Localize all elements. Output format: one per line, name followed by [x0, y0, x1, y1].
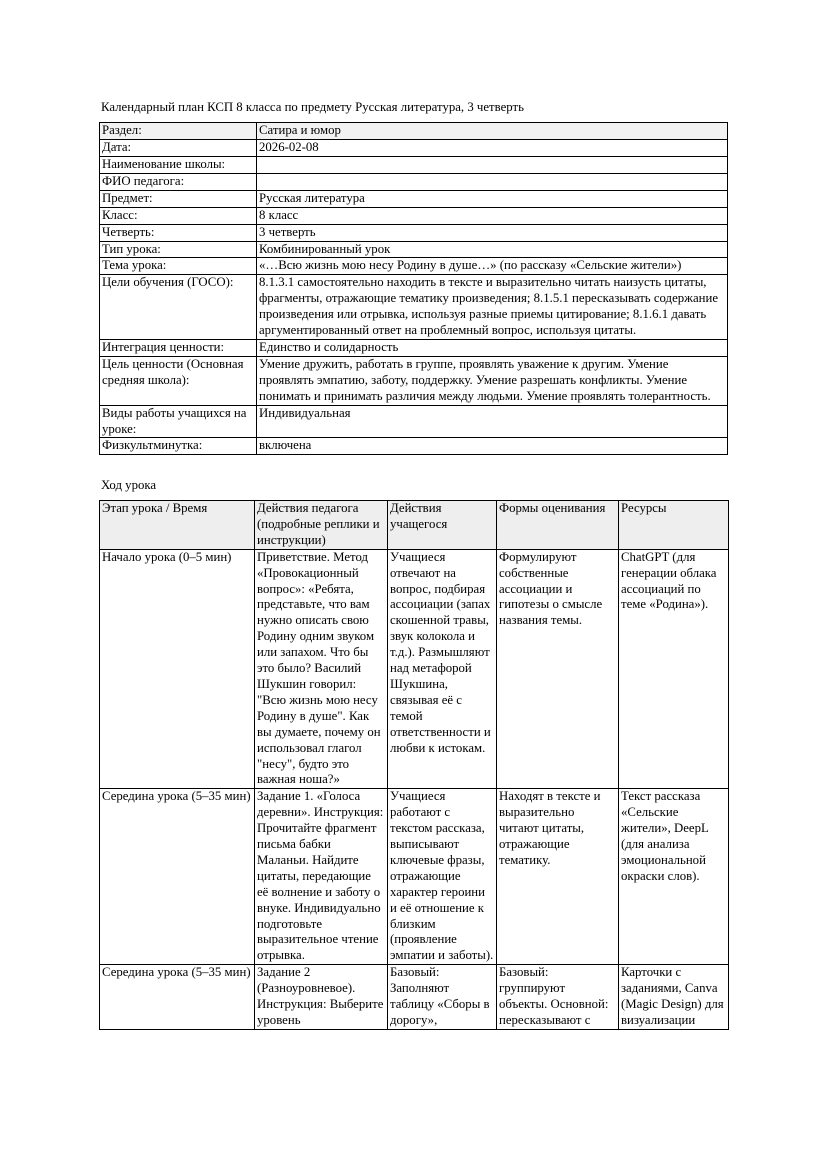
table-cell: ChatGPT (для генерации облака ассоциаций по теме «Родина»). [619, 549, 729, 789]
info-row [100, 156, 728, 173]
lesson-info-table [99, 122, 728, 455]
info-key: Цели обучения (ГОСО): [100, 275, 257, 340]
table-cell: Текст рассказа «Сельские жители», DeepL (для анализа эмоциональной окраски слов). [619, 789, 729, 965]
info-key: Четверть: [100, 224, 257, 241]
table-cell: Формулируют собственные ассоциации и гипотезы о смысле названия темы. [497, 549, 619, 789]
info-row [100, 438, 728, 455]
info-row [100, 190, 728, 207]
info-value: Единство и солидарность [257, 339, 728, 356]
info-row [100, 405, 728, 438]
lesson-flow-table [99, 500, 729, 1030]
info-value: 2026-02-08 [257, 139, 728, 156]
table-cell: Карточки с заданиями, Canva (Magic Design) для визуализации [619, 965, 729, 1030]
info-value: Сатира и юмор [257, 123, 728, 140]
table-cell: Базовый: группируют объекты. Основной: пересказывают с [497, 965, 619, 1030]
table-row [100, 549, 729, 789]
info-key: Наименование школы: [100, 156, 257, 173]
page-title: Календарный план КСП 8 класса по предмету Русская литература, 3 четверть [101, 100, 524, 114]
info-value: 8 класс [257, 207, 728, 224]
table-row [100, 965, 729, 1030]
info-value [257, 156, 728, 173]
info-row [100, 356, 728, 405]
table-row [100, 789, 729, 965]
info-row [100, 139, 728, 156]
section-title: Ход урока [101, 478, 157, 492]
table-cell: Середина урока (5–35 мин) [100, 965, 255, 1030]
column-header: Действия педагога (подробные реплики и инструкции) [255, 501, 388, 550]
column-header: Ресурсы [619, 501, 729, 550]
info-key: Раздел: [100, 123, 257, 140]
info-key: Цель ценности (Основная средняя школа): [100, 356, 257, 405]
info-key: Предмет: [100, 190, 257, 207]
info-row [100, 123, 728, 140]
info-value: Русская литература [257, 190, 728, 207]
info-value: 8.1.3.1 самостоятельно находить в тексте и выразительно читать наизусть цитаты, фрагменты, отражающие тематику произведения; 8.1.5.1 пересказывать содержание произведения или отрывка, используя разные приемы цитирование; 8.1.6.1 давать аргументированный ответ на проблемный вопрос, используя цитаты. [257, 275, 728, 340]
table-cell: Задание 2 (Разноуровневое). Инструкция: Выберите уровень [255, 965, 388, 1030]
column-header: Этап урока / Время [100, 501, 255, 550]
info-key: Виды работы учащихся на уроке: [100, 405, 257, 438]
column-header: Действия учащегося [388, 501, 497, 550]
table-cell: Приветствие. Метод «Провокационный вопрос»: «Ребята, представьте, что вам нужно описать свою Родину одним звуком или запахом. Что бы это было? Василий Шукшин говорил: "Всю жизнь мою несу Родину в душе". Как вы думаете, почему он использовал глагол "несу", будто это важная ноша?» [255, 549, 388, 789]
table-cell: Базовый: Заполняют таблицу «Сборы в дорогу», [388, 965, 497, 1030]
info-row [100, 224, 728, 241]
info-value: 3 четверть [257, 224, 728, 241]
info-key: Дата: [100, 139, 257, 156]
table-cell: Учащиеся отвечают на вопрос, подбирая ассоциации (запах скошенной травы, звук колокола и т.д.). Размышляют над метафорой Шукшина, связывая её с темой ответственности и любви к истокам. [388, 549, 497, 789]
info-row [100, 241, 728, 258]
info-row [100, 207, 728, 224]
info-key: Физкультминутка: [100, 438, 257, 455]
info-value: включена [257, 438, 728, 455]
info-value: «…Всю жизнь мою несу Родину в душе…» (по рассказу «Сельские жители») [257, 258, 728, 275]
info-key: Интеграция ценности: [100, 339, 257, 356]
info-row [100, 275, 728, 340]
info-value: Индивидуальная [257, 405, 728, 438]
info-row [100, 173, 728, 190]
table-cell: Находят в тексте и выразительно читают цитаты, отражающие тематику. [497, 789, 619, 965]
info-value [257, 173, 728, 190]
info-key: ФИО педагога: [100, 173, 257, 190]
column-header: Формы оценивания [497, 501, 619, 550]
table-cell: Середина урока (5–35 мин) [100, 789, 255, 965]
table-cell: Задание 1. «Голоса деревни». Инструкция: Прочитайте фрагмент письма бабки Маланьи. Найдите цитаты, передающие её волнение и заботу о внуке. Индивидуально подготовьте выразительное чтение отрывка. [255, 789, 388, 965]
info-key: Тип урока: [100, 241, 257, 258]
info-key: Тема урока: [100, 258, 257, 275]
info-row [100, 339, 728, 356]
table-cell: Учащиеся работают с текстом рассказа, выписывают ключевые фразы, отражающие характер героини и её отношение к близким (проявление эмпатии и заботы). [388, 789, 497, 965]
info-key: Класс: [100, 207, 257, 224]
info-value: Комбинированный урок [257, 241, 728, 258]
table-cell: Начало урока (0–5 мин) [100, 549, 255, 789]
info-value: Умение дружить, работать в группе, проявлять уважение к другим. Умение проявлять эмпатию, заботу, поддержку. Умение разрешать конфликты. Умение понимать и принимать различия между людьми. Умение проявлять толерантность. [257, 356, 728, 405]
table-header-row [100, 501, 729, 550]
info-row [100, 258, 728, 275]
